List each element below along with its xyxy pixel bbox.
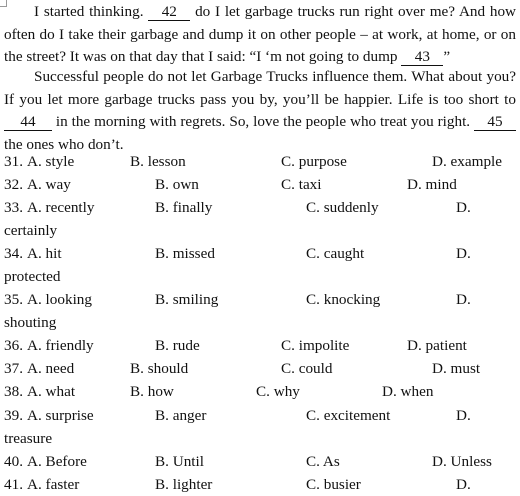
option-c: C. purpose [281, 153, 347, 170]
passage-paragraph-1 [4, 1, 516, 69]
question-row-wrap [4, 427, 520, 450]
option-d-wrapped: shouting [4, 314, 57, 332]
option-b: B. should [130, 360, 189, 378]
option-c: C. why [256, 383, 300, 401]
option-d: D. [456, 406, 471, 424]
blank-45: 45 [474, 113, 516, 131]
option-d: D. when [382, 383, 434, 401]
option-a: A. style [27, 153, 75, 170]
option-a: A. way [27, 176, 71, 194]
question-row [4, 380, 520, 403]
text-before-42: I started thinking. [34, 3, 144, 20]
option-d-wrapped: certainly [4, 222, 58, 240]
option-b: B. how [130, 383, 174, 401]
blank-42: 42 [148, 3, 190, 21]
question-row [4, 242, 520, 265]
option-d: D. mind [407, 176, 457, 194]
option-c: C. busier [306, 475, 361, 493]
option-c: C. impolite [281, 337, 350, 355]
question-number: 41. [4, 475, 23, 493]
option-a: A. Before [27, 452, 87, 470]
option-a: A. looking [27, 291, 92, 309]
question-row-wrap [4, 219, 520, 242]
option-b: B. rude [155, 337, 200, 355]
question-row-wrap [4, 265, 520, 288]
question-number: 40. [4, 452, 23, 470]
option-d: D. [456, 475, 471, 493]
option-b: B. missed [155, 245, 215, 263]
option-b: B. own [155, 176, 199, 194]
question-number: 32. [4, 176, 23, 194]
question-row [4, 150, 520, 173]
quote-close: ” [443, 48, 451, 66]
option-d: D. must [432, 360, 481, 378]
question-row [4, 173, 520, 196]
option-d: D. [456, 245, 471, 263]
option-a: A. need [27, 360, 75, 378]
option-c: C. knocking [306, 291, 381, 309]
passage-paragraph-2 [4, 66, 516, 156]
question-row [4, 473, 520, 496]
option-c: C. caught [306, 245, 365, 263]
option-d: D. patient [407, 337, 467, 355]
option-a: A. what [27, 383, 76, 401]
question-number: 36. [4, 337, 23, 355]
question-row [4, 450, 520, 473]
question-number: 31. [4, 153, 23, 170]
question-row [4, 357, 520, 380]
question-number: 37. [4, 360, 23, 378]
option-c: C. could [281, 360, 333, 378]
text-before-44: Successful people do not let Garbage Trucks influence them. What about you? If you let more garbage trucks pass you by, you’ll be happier. Life is too short to [4, 68, 516, 108]
question-row [4, 404, 520, 427]
option-a: A. faster [27, 475, 80, 493]
question-number: 38. [4, 383, 23, 401]
option-c: C. As [306, 452, 340, 470]
blank-44: 44 [4, 113, 52, 131]
option-a: A. friendly [27, 337, 94, 355]
option-d: D. [456, 291, 471, 309]
question-row [4, 334, 520, 357]
question-number: 34. [4, 245, 23, 263]
question-row [4, 196, 520, 219]
option-b: B. smiling [155, 291, 219, 309]
option-d: D. example [432, 153, 503, 170]
text-after-45: the ones who don’t. [4, 135, 124, 153]
option-d-wrapped: protected [4, 268, 61, 286]
option-d: D. Unless [432, 452, 492, 470]
option-c: C. suddenly [306, 199, 379, 217]
question-number: 39. [4, 406, 23, 424]
question-row [4, 288, 520, 311]
option-b: B. lesson [130, 153, 186, 170]
question-list [4, 150, 520, 496]
blank-43: 43 [401, 48, 443, 66]
text-after-42: do I let garbage trucks run right over me? And how often do I take their garbage and dump it on other people – at work, at home, or on the street? It was on that day that I said: “I ‘m not going to dump [4, 3, 517, 66]
question-row-wrap [4, 311, 520, 334]
option-b: B. anger [155, 406, 207, 424]
option-b: B. Until [155, 452, 204, 470]
option-a: A. hit [27, 245, 62, 263]
option-b: B. lighter [155, 475, 213, 493]
text-after-44: in the morning with regrets. So, love the people who treat you right. [55, 113, 471, 131]
option-a: A. surprise [27, 406, 94, 424]
option-c: C. excitement [306, 406, 391, 424]
option-a: A. recently [27, 199, 95, 217]
option-d: D. [456, 199, 471, 217]
option-d-wrapped: treasure [4, 429, 53, 447]
question-number: 33. [4, 199, 23, 217]
option-c: C. taxi [281, 176, 322, 194]
option-b: B. finally [155, 199, 213, 217]
question-number: 35. [4, 291, 23, 309]
